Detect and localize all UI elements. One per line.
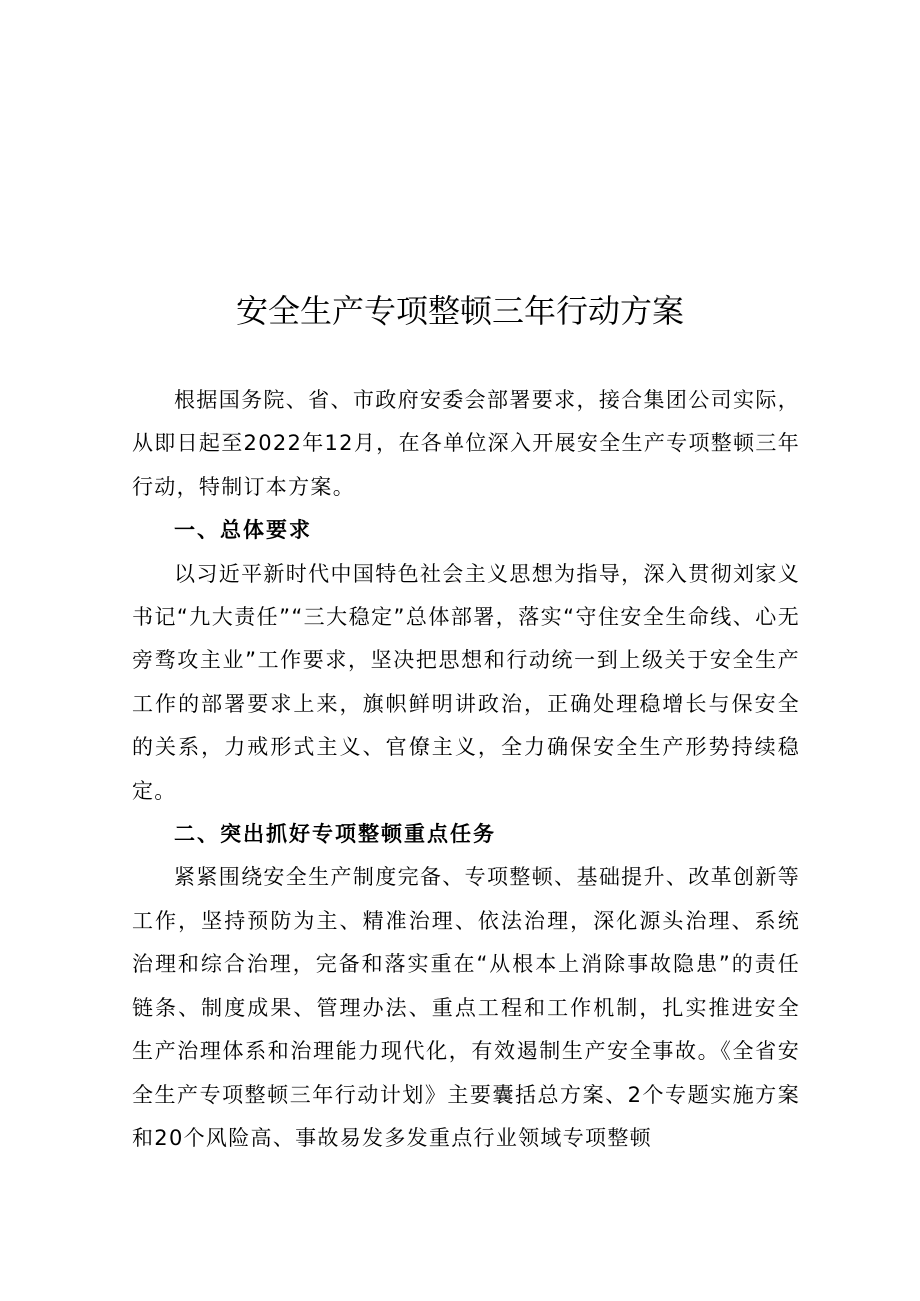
section-heading-key-tasks: 二、突出抓好专项整顿重点任务 [174, 822, 496, 847]
key-tasks-paragraph: 紧紧围绕安全生产制度完备、专项整顿、基础提升、改革创新等工作，坚持预防为主、精准治理、依法治理，深化源头治理、系统治理和综合治理，完备和落实重在“从根本上消除事故隐患”的责任链条、制度成果、管理办法、重点工程和工作机制，扎实推进安全生产治理体系和治理能力现代化，有效遏制生产安全事故。《全省安全生产专项整顿三年行动计划》主要囊括总方案、2个专题实施方案和20个风险高、事故易发多发重点行业领域专项整顿 [132, 865, 800, 1150]
section-heading-general-requirements: 一、总体要求 [174, 518, 312, 543]
document-title: 安全生产专项整顿三年行动方案 [235, 292, 684, 330]
document-body [132, 379, 800, 1160]
general-requirements-paragraph: 以习近平新时代中国特色社会主义思想为指导，深入贯彻刘家义书记“九大责任”“三大稳定”总体部署，落实“守住安全生命线、心无旁骛攻主业”工作要求，坚决把思想和行动统一到上级关于安全生产工作的部署要求上来，旗帜鲜明讲政治，正确处理稳增长与保安全的关系，力戒形式主义、官僚主义，全力确保安全生产形势持续稳定。 [132, 561, 800, 803]
intro-paragraph: 根据国务院、省、市政府安委会部署要求，接合集团公司实际，从即日起至2022年12月，在各单位深入开展安全生产专项整顿三年行动，特制订本方案。 [132, 388, 800, 499]
